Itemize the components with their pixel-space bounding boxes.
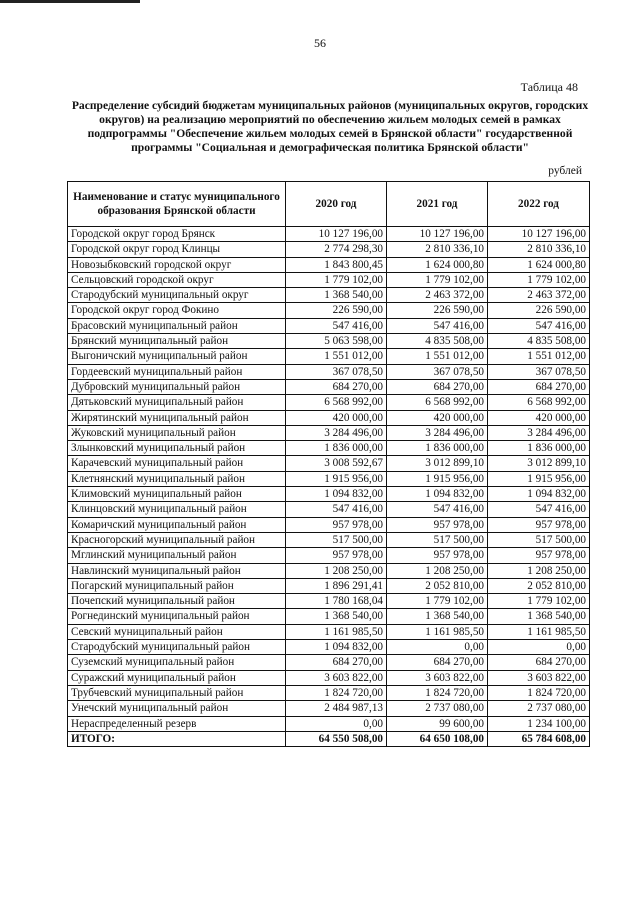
cell-2022: 1 624 000,80	[488, 257, 590, 272]
cell-2022: 3 603 822,00	[488, 670, 590, 685]
cell-2021: 1 094 832,00	[387, 487, 488, 502]
cell-2020: 6 568 992,00	[286, 395, 387, 410]
table-row	[68, 242, 590, 257]
table-row	[68, 288, 590, 303]
table-row	[68, 334, 590, 349]
table-row	[68, 272, 590, 287]
cell-2021: 226 590,00	[387, 303, 488, 318]
table-label: Таблица 48	[520, 80, 578, 94]
cell-municipality: Трубчевский муниципальный район	[68, 685, 286, 700]
cell-2020: 1 208 250,00	[286, 563, 387, 578]
cell-2021: 2 737 080,00	[387, 701, 488, 716]
cell-2021: 547 416,00	[387, 318, 488, 333]
document-title: Распределение субсидий бюджетам муниципальных районов (муниципальных округов, городских округов) на реализацию мероприятий по обеспечению жильем молодых семей в рамках подпрограммы "Обеспечение жильем молодых семей в Брянской области" государственной программы "Социальная и демографическая политика Брянской области"	[71, 99, 589, 154]
cell-municipality: Почепский муниципальный район	[68, 594, 286, 609]
cell-2021: 1 368 540,00	[387, 609, 488, 624]
cell-2020: 517 500,00	[286, 532, 387, 547]
cell-2021: 2 052 810,00	[387, 578, 488, 593]
cell-2022: 547 416,00	[488, 318, 590, 333]
cell-2020: 1 368 540,00	[286, 288, 387, 303]
total-row	[68, 731, 590, 746]
table-row	[68, 257, 590, 272]
cell-2021: 0,00	[387, 640, 488, 655]
table-row	[68, 395, 590, 410]
cell-2020: 2 774 298,30	[286, 242, 387, 257]
cell-municipality: Брянский муниципальный район	[68, 334, 286, 349]
cell-2022: 2 737 080,00	[488, 701, 590, 716]
cell-2020: 226 590,00	[286, 303, 387, 318]
cell-municipality: Нераспределенный резерв	[68, 716, 286, 731]
cell-municipality: Жуковский муниципальный район	[68, 425, 286, 440]
cell-2020: 1 779 102,00	[286, 272, 387, 287]
total-label: ИТОГО:	[68, 731, 286, 746]
cell-municipality: Клетнянский муниципальный район	[68, 471, 286, 486]
cell-municipality: Дятьковский муниципальный район	[68, 395, 286, 410]
cell-municipality: Гордеевский муниципальный район	[68, 364, 286, 379]
cell-2021: 684 270,00	[387, 655, 488, 670]
table-row	[68, 578, 590, 593]
cell-2022: 2 052 810,00	[488, 578, 590, 593]
cell-2022: 6 568 992,00	[488, 395, 590, 410]
cell-2020: 420 000,00	[286, 410, 387, 425]
cell-municipality: Комаричский муниципальный район	[68, 517, 286, 532]
cell-2022: 1 915 956,00	[488, 471, 590, 486]
cell-municipality: Городской округ город Фокино	[68, 303, 286, 318]
cell-2022: 957 978,00	[488, 548, 590, 563]
cell-2020: 1 780 168,04	[286, 594, 387, 609]
cell-municipality: Городской округ город Клинцы	[68, 242, 286, 257]
cell-2021: 957 978,00	[387, 548, 488, 563]
cell-2022: 4 835 508,00	[488, 334, 590, 349]
cell-municipality: Рогнединский муниципальный район	[68, 609, 286, 624]
cell-2022: 1 368 540,00	[488, 609, 590, 624]
cell-2022: 226 590,00	[488, 303, 590, 318]
cell-municipality: Злынковский муниципальный район	[68, 441, 286, 456]
cell-municipality: Выгоничский муниципальный район	[68, 349, 286, 364]
table-row	[68, 379, 590, 394]
cell-2021: 3 284 496,00	[387, 425, 488, 440]
table-row	[68, 594, 590, 609]
cell-2022: 420 000,00	[488, 410, 590, 425]
table-row	[68, 318, 590, 333]
cell-2022: 1 824 720,00	[488, 685, 590, 700]
cell-2020: 3 284 496,00	[286, 425, 387, 440]
cell-2020: 547 416,00	[286, 502, 387, 517]
cell-2021: 1 915 956,00	[387, 471, 488, 486]
scan-edge-mark	[0, 0, 140, 3]
total-2021: 64 650 108,00	[387, 731, 488, 746]
subsidy-table-container	[67, 181, 589, 747]
table-row	[68, 487, 590, 502]
cell-2021: 1 824 720,00	[387, 685, 488, 700]
cell-2020: 2 484 987,13	[286, 701, 387, 716]
header-2020: 2020 год	[286, 182, 387, 227]
cell-2022: 1 234 100,00	[488, 716, 590, 731]
cell-2020: 547 416,00	[286, 318, 387, 333]
cell-2020: 3 603 822,00	[286, 670, 387, 685]
table-row	[68, 670, 590, 685]
cell-2021: 517 500,00	[387, 532, 488, 547]
cell-2022: 1 779 102,00	[488, 594, 590, 609]
cell-municipality: Суземский муниципальный район	[68, 655, 286, 670]
cell-2021: 4 835 508,00	[387, 334, 488, 349]
total-2020: 64 550 508,00	[286, 731, 387, 746]
cell-2020: 367 078,50	[286, 364, 387, 379]
cell-2021: 2 463 372,00	[387, 288, 488, 303]
cell-2022: 684 270,00	[488, 655, 590, 670]
cell-municipality: Жирятинский муниципальный район	[68, 410, 286, 425]
cell-2022: 2 810 336,10	[488, 242, 590, 257]
cell-2022: 367 078,50	[488, 364, 590, 379]
cell-municipality: Стародубский муниципальный округ	[68, 288, 286, 303]
table-row	[68, 532, 590, 547]
cell-2021: 3 012 899,10	[387, 456, 488, 471]
cell-municipality: Городской округ город Брянск	[68, 227, 286, 242]
table-row	[68, 655, 590, 670]
table-row	[68, 471, 590, 486]
cell-2020: 1 094 832,00	[286, 640, 387, 655]
cell-municipality: Унечский муниципальный район	[68, 701, 286, 716]
cell-2020: 684 270,00	[286, 655, 387, 670]
cell-2022: 1 161 985,50	[488, 624, 590, 639]
table-row	[68, 624, 590, 639]
cell-municipality: Навлинский муниципальный район	[68, 563, 286, 578]
table-row	[68, 441, 590, 456]
cell-2020: 1 094 832,00	[286, 487, 387, 502]
page-number: 56	[314, 36, 326, 50]
cell-2022: 957 978,00	[488, 517, 590, 532]
cell-2020: 1 824 720,00	[286, 685, 387, 700]
cell-municipality: Красногорский муниципальный район	[68, 532, 286, 547]
table-row	[68, 303, 590, 318]
cell-2021: 367 078,50	[387, 364, 488, 379]
header-2021: 2021 год	[387, 182, 488, 227]
table-row	[68, 548, 590, 563]
cell-2021: 1 624 000,80	[387, 257, 488, 272]
cell-2022: 1 208 250,00	[488, 563, 590, 578]
cell-2021: 684 270,00	[387, 379, 488, 394]
table-row	[68, 456, 590, 471]
table-row	[68, 227, 590, 242]
cell-2022: 547 416,00	[488, 502, 590, 517]
cell-2020: 10 127 196,00	[286, 227, 387, 242]
cell-2022: 1 779 102,00	[488, 272, 590, 287]
table-row	[68, 640, 590, 655]
cell-municipality: Новозыбковский городской округ	[68, 257, 286, 272]
cell-2020: 1 551 012,00	[286, 349, 387, 364]
cell-2022: 2 463 372,00	[488, 288, 590, 303]
table-header-row	[68, 182, 590, 227]
cell-2022: 1 551 012,00	[488, 349, 590, 364]
cell-2020: 1 915 956,00	[286, 471, 387, 486]
cell-2022: 1 094 832,00	[488, 487, 590, 502]
cell-2020: 3 008 592,67	[286, 456, 387, 471]
cell-2021: 1 779 102,00	[387, 272, 488, 287]
table-row	[68, 410, 590, 425]
cell-municipality: Севский муниципальный район	[68, 624, 286, 639]
cell-2022: 684 270,00	[488, 379, 590, 394]
cell-2020: 957 978,00	[286, 548, 387, 563]
cell-municipality: Дубровский муниципальный район	[68, 379, 286, 394]
cell-2021: 1 779 102,00	[387, 594, 488, 609]
cell-municipality: Сельцовский городской округ	[68, 272, 286, 287]
cell-2020: 684 270,00	[286, 379, 387, 394]
unit-label: рублей	[548, 165, 582, 177]
cell-2020: 1 836 000,00	[286, 441, 387, 456]
table-row	[68, 502, 590, 517]
total-2022: 65 784 608,00	[488, 731, 590, 746]
cell-2021: 1 836 000,00	[387, 441, 488, 456]
cell-2020: 0,00	[286, 716, 387, 731]
cell-municipality: Климовский муниципальный район	[68, 487, 286, 502]
cell-2021: 1 208 250,00	[387, 563, 488, 578]
cell-2020: 957 978,00	[286, 517, 387, 532]
subsidy-table	[67, 181, 590, 747]
cell-2021: 6 568 992,00	[387, 395, 488, 410]
cell-2020: 1 161 985,50	[286, 624, 387, 639]
header-municipality: Наименование и статус муниципального образования Брянской области	[68, 182, 286, 227]
cell-municipality: Брасовский муниципальный район	[68, 318, 286, 333]
cell-2020: 5 063 598,00	[286, 334, 387, 349]
table-row	[68, 609, 590, 624]
cell-2021: 957 978,00	[387, 517, 488, 532]
cell-2022: 3 284 496,00	[488, 425, 590, 440]
cell-2021: 420 000,00	[387, 410, 488, 425]
table-row	[68, 425, 590, 440]
cell-2022: 0,00	[488, 640, 590, 655]
cell-2020: 1 843 800,45	[286, 257, 387, 272]
cell-2020: 1 368 540,00	[286, 609, 387, 624]
cell-municipality: Мглинский муниципальный район	[68, 548, 286, 563]
table-row	[68, 685, 590, 700]
cell-municipality: Погарский муниципальный район	[68, 578, 286, 593]
cell-municipality: Суражский муниципальный район	[68, 670, 286, 685]
table-row	[68, 517, 590, 532]
cell-2022: 3 012 899,10	[488, 456, 590, 471]
table-row	[68, 701, 590, 716]
cell-2021: 1 161 985,50	[387, 624, 488, 639]
cell-2020: 1 896 291,41	[286, 578, 387, 593]
table-row	[68, 563, 590, 578]
cell-municipality: Карачевский муниципальный район	[68, 456, 286, 471]
cell-2021: 2 810 336,10	[387, 242, 488, 257]
cell-2022: 517 500,00	[488, 532, 590, 547]
cell-2021: 3 603 822,00	[387, 670, 488, 685]
cell-municipality: Клинцовский муниципальный район	[68, 502, 286, 517]
table-row	[68, 716, 590, 731]
cell-2021: 10 127 196,00	[387, 227, 488, 242]
cell-2021: 1 551 012,00	[387, 349, 488, 364]
cell-2022: 10 127 196,00	[488, 227, 590, 242]
header-2022: 2022 год	[488, 182, 590, 227]
cell-municipality: Стародубский муниципальный район	[68, 640, 286, 655]
table-body	[68, 227, 590, 747]
cell-2022: 1 836 000,00	[488, 441, 590, 456]
cell-2021: 547 416,00	[387, 502, 488, 517]
cell-2021: 99 600,00	[387, 716, 488, 731]
table-row	[68, 364, 590, 379]
table-row	[68, 349, 590, 364]
